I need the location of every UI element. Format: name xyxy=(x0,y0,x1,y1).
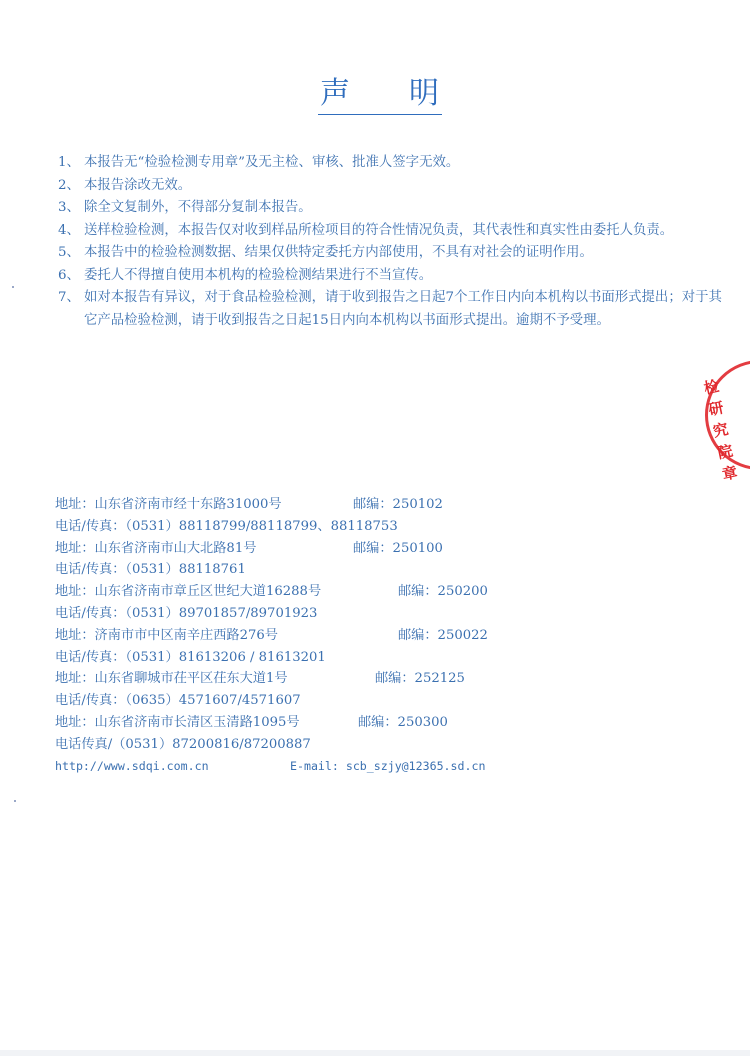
clause-text: 送样检验检测，本报告仅对收到样品所检项目的符合性情况负责，其代表性和真实性由委托人负责。 xyxy=(84,222,674,238)
address-text: 地址：山东省济南市经十东路31000号 xyxy=(55,497,282,512)
clause-number: 5、 xyxy=(58,245,80,260)
clause-number: 4、 xyxy=(58,222,80,238)
official-seal-text: 检研究院章 xyxy=(702,376,740,484)
clause-item xyxy=(58,287,728,332)
phone-text: 电话/传真：（0531）88118799/88118799、88118753 xyxy=(55,518,398,534)
phone-text: 电话/传真：（0531）88118761 xyxy=(55,562,246,578)
clause-text: 本报告涂改无效。 xyxy=(84,177,192,193)
website-link[interactable]: http://www.sdqi.com.cn xyxy=(55,758,209,773)
contact-block xyxy=(55,494,715,777)
address-text: 地址：山东省济南市章丘区世纪大道16288号 xyxy=(55,584,322,600)
clause-number: 6、 xyxy=(58,267,80,283)
address-text: 地址：济南市市中区南辛庄西路276号 xyxy=(55,627,278,643)
address-row xyxy=(55,712,715,734)
phone-text: 电话/传真：（0635）4571607/4571607 xyxy=(55,693,301,709)
clause-text: 委托人不得擅自使用本机构的检验检测结果进行不当宣传。 xyxy=(84,267,433,283)
email-link[interactable]: E-mail: scb_szjy@12365.sd.cn xyxy=(290,758,486,773)
clause-number: 3、 xyxy=(58,200,80,215)
clause-number: 2、 xyxy=(58,177,80,193)
clause-number: 1、 xyxy=(58,155,80,170)
title-char-left: 声 xyxy=(320,76,351,111)
clause-list xyxy=(58,152,728,332)
phone-row xyxy=(55,734,715,756)
clause-item xyxy=(58,265,728,288)
clause-text: 本报告无“检验检测专用章”及无主检、审核、批准人签字无效。 xyxy=(84,155,460,170)
address-text: 地址：山东省济南市长清区玉清路1095号 xyxy=(55,714,300,730)
clause-item xyxy=(58,242,728,265)
phone-row xyxy=(55,690,715,712)
postcode-text: 邮编：250022 xyxy=(398,627,488,643)
address-row xyxy=(55,494,715,516)
clause-item xyxy=(58,197,728,220)
phone-text: 电话/传真：（0531）89701857/89701923 xyxy=(55,605,318,621)
clause-text: 除全文复制外，不得部分复制本报告。 xyxy=(84,200,312,215)
clause-item xyxy=(58,220,728,243)
phone-row xyxy=(55,647,715,669)
title-char-right: 明 xyxy=(409,76,440,111)
address-text: 地址：山东省济南市山大北路81号 xyxy=(55,540,257,556)
postcode-text: 邮编：252125 xyxy=(375,671,465,687)
clause-item xyxy=(58,152,728,175)
scan-speck xyxy=(12,286,14,288)
phone-row xyxy=(55,603,715,625)
phone-row xyxy=(55,516,715,538)
clause-text: 如对本报告有异议，对于食品检验检测，请于收到报告之日起7个工作日内向本机构以书面形式提出；对于其它产品检验检测，请于收到报告之日起15日内向本机构以书面形式提出。逾期不予受理。 xyxy=(84,290,722,328)
postcode-text: 邮编：250200 xyxy=(398,584,488,600)
page-bottom-edge xyxy=(0,1050,750,1056)
scan-speck xyxy=(14,800,16,802)
address-row xyxy=(55,538,715,560)
clause-text: 本报告中的检验检测数据、结果仅供特定委托方内部使用，不具有对社会的证明作用。 xyxy=(84,245,593,260)
clause-item xyxy=(58,175,728,198)
phone-text: 电话/传真：（0531）81613206 / 81613201 xyxy=(55,649,326,665)
postcode-text: 邮编：250300 xyxy=(358,714,448,730)
phone-row xyxy=(55,559,715,581)
address-row xyxy=(55,625,715,647)
phone-text: 电话传真/（0531）87200816/87200887 xyxy=(55,736,311,752)
page-title xyxy=(0,76,750,115)
address-row xyxy=(55,581,715,603)
title-underline xyxy=(318,76,442,115)
address-text: 地址：山东省聊城市茌平区茌东大道1号 xyxy=(55,671,288,687)
postcode-text: 邮编：250102 xyxy=(353,497,443,512)
address-row xyxy=(55,668,715,690)
web-row xyxy=(55,756,715,778)
postcode-text: 邮编：250100 xyxy=(353,540,443,556)
clause-number: 7、 xyxy=(58,290,80,305)
